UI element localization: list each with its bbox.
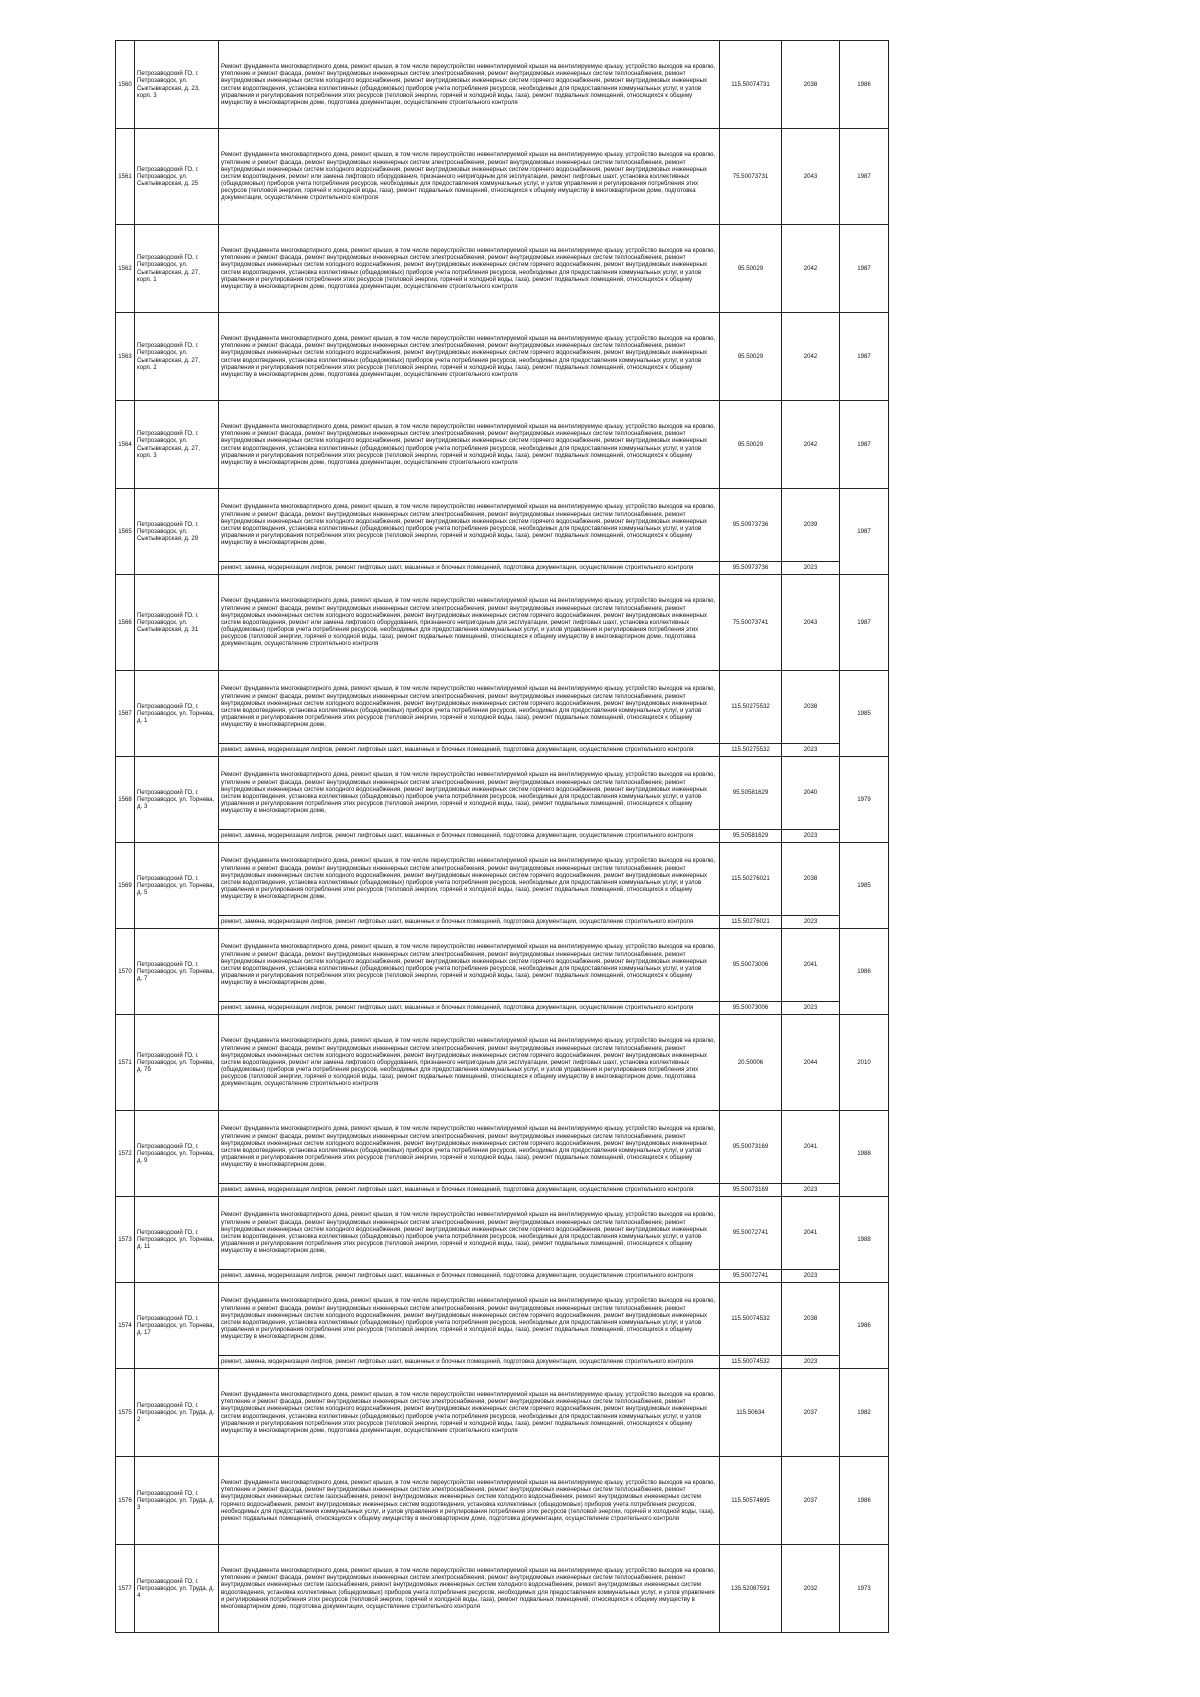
building-address: Петрозаводский ГО, г. Петрозаводск, ул. Торнева, д. 17	[135, 1283, 219, 1369]
building-address: Петрозаводский ГО, г. Петрозаводск, ул. Торнева, д. 11	[135, 1197, 219, 1283]
row-number: 1566	[116, 575, 135, 671]
work-description: Ремонт фундамента многоквартирного дома, ремонт крыши, в том числе переустройство невентилируемой крыши на вентилируемую крышу, устройство выходов на кровлю, утепление и ремонт фасада, ремонт внутридомовых инженерных систем электроснабжения, ремонт внутридомовых инженерных систем теплоснабжения, ремонт внутридомовых инженерных систем холодного водоснабжения, ремонт внутридомовых инженерных систем горячего водоснабжения, ремонт внутридомовых инженерных систем водоотведения, установка коллективных (общедомовых) приборов учета потребления ресурсов, необходимых для предоставления коммунальных услуг, и узлов управления и регулирования потребления этих ресурсов (тепловой энергии, горячей и холодной воды, газа), ремонт подвальных помещений, относящихся к общему имуществу в многоквартирном доме,	[219, 489, 720, 562]
work-description: Ремонт фундамента многоквартирного дома, ремонт крыши, в том числе переустройство невентилируемой крыши на вентилируемую крышу, устройство выходов на кровлю, утепление и ремонт фасада, ремонт внутридомовых инженерных систем электроснабжения, ремонт внутридомовых инженерных систем теплоснабжения, ремонт внутридомовых инженерных систем холодного водоснабжения, ремонт внутридомовых инженерных систем горячего водоснабжения, ремонт внутридомовых инженерных систем водоотведения, установка коллективных (общедомовых) приборов учета потребления ресурсов, необходимых для предоставления коммунальных услуг, и узлов управления и регулирования потребления этих ресурсов (тепловой энергии, горячей и холодной воды, газа), ремонт подвальных помещений, относящихся к общему имуществу в многоквартирном доме,	[219, 671, 720, 744]
planned-year: 2037	[782, 1457, 840, 1545]
planned-year: 2043	[782, 575, 840, 671]
work-description: Ремонт фундамента многоквартирного дома, ремонт крыши, в том числе переустройство невентилируемой крыши на вентилируемую крышу, устройство выходов на кровлю, утепление и ремонт фасада, ремонт внутридомовых инженерных систем электроснабжения, ремонт внутридомовых инженерных систем теплоснабжения, ремонт внутридомовых инженерных систем холодного водоснабжения, ремонт внутридомовых инженерных систем горячего водоснабжения, ремонт внутридомовых инженерных систем водоотведения, ремонт или замена лифтового оборудования, признанного непригодным для эксплуатации, ремонт лифтовых шахт, установка коллективных (общедомовых) приборов учета потребления ресурсов, необходимых для предоставления коммунальных услуг, и узлов управления и регулирования потребления этих ресурсов (тепловой энергии, горячей и холодной воды, газа), ремонт подвальных помещений, относящихся к общему имуществу в многоквартирном доме, подготовка документации, осуществление строительного контроля	[219, 129, 720, 225]
building-address: Петрозаводский ГО, г. Петрозаводск, ул. Сыктывкарская, д. 23, корп. 3	[135, 41, 219, 129]
table-row	[116, 575, 889, 671]
unit-cost: 95.50073006	[720, 929, 782, 1002]
building-address: Петрозаводский ГО, г. Петрозаводск, ул. Торнева, д. 3	[135, 757, 219, 843]
table-row	[116, 1015, 889, 1111]
row-number: 1574	[116, 1283, 135, 1369]
table-row	[116, 401, 889, 489]
work-description: ремонт, замена, модернизация лифтов, ремонт лифтовых шахт, машинных и блочных помещений, подготовка документации, осуществление строительного контроля	[219, 830, 720, 843]
building-address: Петрозаводский ГО, г. Петрозаводск, ул. Труда, д. 2	[135, 1369, 219, 1457]
unit-cost: 135.52087591	[720, 1545, 782, 1633]
planned-year: 2044	[782, 1015, 840, 1111]
planned-year: 2039	[782, 489, 840, 562]
work-description: ремонт, замена, модернизация лифтов, ремонт лифтовых шахт, машинных и блочных помещений, подготовка документации, осуществление строительного контроля	[219, 562, 720, 575]
table-row	[116, 129, 889, 225]
work-description: Ремонт фундамента многоквартирного дома, ремонт крыши, в том числе переустройство невентилируемой крыши на вентилируемую крышу, устройство выходов на кровлю, утепление и ремонт фасада, ремонт внутридомовых инженерных систем электроснабжения, ремонт внутридомовых инженерных систем теплоснабжения, ремонт внутридомовых инженерных систем холодного водоснабжения, ремонт внутридомовых инженерных систем горячего водоснабжения, ремонт внутридомовых инженерных систем водоотведения, установка коллективных (общедомовых) приборов учета потребления ресурсов, необходимых для предоставления коммунальных услуг, и узлов управления и регулирования потребления этих ресурсов (тепловой энергии, горячей и холодной воды, газа), ремонт подвальных помещений, относящихся к общему имуществу в многоквартирном доме,	[219, 843, 720, 916]
planned-year: 2023	[782, 1270, 840, 1283]
row-number: 1573	[116, 1197, 135, 1283]
unit-cost: 115.50276021	[720, 843, 782, 916]
building-address: Петрозаводский ГО, г. Петрозаводск, ул. Сыктывкарская, д. 25	[135, 129, 219, 225]
unit-cost: 20.50006	[720, 1015, 782, 1111]
planned-year: 2038	[782, 1283, 840, 1356]
unit-cost: 95.50029	[720, 401, 782, 489]
construction-year: 1985	[840, 843, 889, 929]
planned-year: 2042	[782, 313, 840, 401]
unit-cost: 95.50072741	[720, 1270, 782, 1283]
building-address: Петрозаводский ГО, г. Петрозаводск, ул. Сыктывкарская, д. 27, корп. 1	[135, 225, 219, 313]
row-number: 1568	[116, 757, 135, 843]
row-number: 1569	[116, 843, 135, 929]
unit-cost: 95.50029	[720, 225, 782, 313]
table-row	[116, 41, 889, 129]
work-description: Ремонт фундамента многоквартирного дома, ремонт крыши, в том числе переустройство невентилируемой крыши на вентилируемую крышу, устройство выходов на кровлю, утепление и ремонт фасада, ремонт внутридомовых инженерных систем электроснабжения, ремонт внутридомовых инженерных систем теплоснабжения, ремонт внутридомовых инженерных систем холодного водоснабжения, ремонт внутридомовых инженерных систем горячего водоснабжения, ремонт внутридомовых инженерных систем водоотведения, ремонт или замена лифтового оборудования, признанного непригодным для эксплуатации, ремонт лифтовых шахт, установка коллективных (общедомовых) приборов учета потребления ресурсов, необходимых для предоставления коммунальных услуг, и узлов управления и регулирования потребления этих ресурсов (тепловой энергии, горячей и холодной воды, газа), ремонт подвальных помещений, относящихся к общему имуществу в многоквартирном доме, подготовка документации, осуществление строительного контроля	[219, 575, 720, 671]
construction-year: 1988	[840, 1111, 889, 1197]
construction-year: 1982	[840, 1369, 889, 1457]
planned-year: 2023	[782, 562, 840, 575]
unit-cost: 95.50073169	[720, 1111, 782, 1184]
row-number: 1565	[116, 489, 135, 575]
table-row	[116, 929, 889, 1002]
table-body	[116, 41, 889, 1633]
row-number: 1576	[116, 1457, 135, 1545]
planned-year: 2023	[782, 1356, 840, 1369]
unit-cost: 75.50073731	[720, 129, 782, 225]
construction-year: 1986	[840, 929, 889, 1015]
planned-year: 2032	[782, 1545, 840, 1633]
planned-year: 2023	[782, 1184, 840, 1197]
unit-cost: 115.50074532	[720, 1283, 782, 1356]
row-number: 1563	[116, 313, 135, 401]
planned-year: 2041	[782, 929, 840, 1002]
row-number: 1567	[116, 671, 135, 757]
planned-year: 2023	[782, 744, 840, 757]
table-subrow	[116, 1002, 889, 1015]
table-row	[116, 1457, 889, 1545]
unit-cost: 95.50581629	[720, 830, 782, 843]
table-row	[116, 757, 889, 830]
unit-cost: 95.50973736	[720, 489, 782, 562]
work-description: Ремонт фундамента многоквартирного дома, ремонт крыши, в том числе переустройство невентилируемой крыши на вентилируемую крышу, устройство выходов на кровлю, утепление и ремонт фасада, ремонт внутридомовых инженерных систем электроснабжения, ремонт внутридомовых инженерных систем теплоснабжения, ремонт внутридомовых инженерных систем холодного водоснабжения, ремонт внутридомовых инженерных систем горячего водоснабжения, ремонт внутридомовых инженерных систем водоотведения, установка коллективных (общедомовых) приборов учета потребления ресурсов, необходимых для предоставления коммунальных услуг, и узлов управления и регулирования потребления этих ресурсов (тепловой энергии, горячей и холодной воды, газа), ремонт подвальных помещений, относящихся к общему имуществу в многоквартирном доме,	[219, 1283, 720, 1356]
building-address: Петрозаводский ГО, г. Петрозаводск, ул. Сыктывкарская, д. 27, корп. 2	[135, 313, 219, 401]
unit-cost: 115.50275532	[720, 671, 782, 744]
work-description: Ремонт фундамента многоквартирного дома, ремонт крыши, в том числе переустройство невентилируемой крыши на вентилируемую крышу, устройство выходов на кровлю, утепление и ремонт фасада, ремонт внутридомовых инженерных систем электроснабжения, ремонт внутридомовых инженерных систем теплоснабжения, ремонт внутридомовых инженерных систем холодного водоснабжения, ремонт внутридомовых инженерных систем горячего водоснабжения, ремонт внутридомовых инженерных систем водоотведения, установка коллективных (общедомовых) приборов учета потребления ресурсов, необходимых для предоставления коммунальных услуг, и узлов управления и регулирования потребления этих ресурсов (тепловой энергии, горячей и холодной воды, газа), ремонт подвальных помещений, относящихся к общему имуществу в многоквартирном доме, подготовка документации, осуществление строительного контроля	[219, 41, 720, 129]
table-row	[116, 1111, 889, 1184]
unit-cost: 115.50574695	[720, 1457, 782, 1545]
document-page	[115, 40, 888, 1633]
row-number: 1561	[116, 129, 135, 225]
planned-year: 2038	[782, 671, 840, 744]
work-description: Ремонт фундамента многоквартирного дома, ремонт крыши, в том числе переустройство невентилируемой крыши на вентилируемую крышу, устройство выходов на кровлю, утепление и ремонт фасада, ремонт внутридомовых инженерных систем электроснабжения, ремонт внутридомовых инженерных систем теплоснабжения, ремонт внутридомовых инженерных систем холодного водоснабжения, ремонт внутридомовых инженерных систем горячего водоснабжения, ремонт внутридомовых инженерных систем водоотведения, установка коллективных (общедомовых) приборов учета потребления ресурсов, необходимых для предоставления коммунальных услуг, и узлов управления и регулирования потребления этих ресурсов (тепловой энергии, горячей и холодной воды, газа), ремонт подвальных помещений, относящихся к общему имуществу в многоквартирном доме, подготовка документации, осуществление строительного контроля	[219, 225, 720, 313]
work-description: ремонт, замена, модернизация лифтов, ремонт лифтовых шахт, машинных и блочных помещений, подготовка документации, осуществление строительного контроля	[219, 744, 720, 757]
planned-year: 2042	[782, 225, 840, 313]
table-subrow	[116, 916, 889, 929]
construction-year: 1987	[840, 313, 889, 401]
construction-year: 1986	[840, 1457, 889, 1545]
row-number: 1564	[116, 401, 135, 489]
construction-year: 1987	[840, 489, 889, 575]
table-row	[116, 1197, 889, 1270]
work-description: ремонт, замена, модернизация лифтов, ремонт лифтовых шахт, машинных и блочных помещений, подготовка документации, осуществление строительного контроля	[219, 1270, 720, 1283]
unit-cost: 115.50276021	[720, 916, 782, 929]
row-number: 1560	[116, 41, 135, 129]
work-description: ремонт, замена, модернизация лифтов, ремонт лифтовых шахт, машинных и блочных помещений, подготовка документации, осуществление строительного контроля	[219, 916, 720, 929]
construction-year: 1985	[840, 671, 889, 757]
work-description: Ремонт фундамента многоквартирного дома, ремонт крыши, в том числе переустройство невентилируемой крыши на вентилируемую крышу, устройство выходов на кровлю, утепление и ремонт фасада, ремонт внутридомовых инженерных систем электроснабжения, ремонт внутридомовых инженерных систем теплоснабжения, ремонт внутридомовых инженерных систем холодного водоснабжения, ремонт внутридомовых инженерных систем горячего водоснабжения, ремонт внутридомовых инженерных систем водоотведения, установка коллективных (общедомовых) приборов учета потребления ресурсов, необходимых для предоставления коммунальных услуг, и узлов управления и регулирования потребления этих ресурсов (тепловой энергии, горячей и холодной воды, газа), ремонт подвальных помещений, относящихся к общему имуществу в многоквартирном доме, подготовка документации, осуществление строительного контроля	[219, 401, 720, 489]
building-address: Петрозаводский ГО, г. Петрозаводск, ул. Сыктывкарская, д. 27, корп. 3	[135, 401, 219, 489]
building-address: Петрозаводский ГО, г. Петрозаводск, ул. Сыктывкарская, д. 29	[135, 489, 219, 575]
unit-cost: 95.50581629	[720, 757, 782, 830]
table-subrow	[116, 1356, 889, 1369]
construction-year: 1987	[840, 575, 889, 671]
unit-cost: 95.50973736	[720, 562, 782, 575]
table-subrow	[116, 830, 889, 843]
unit-cost: 115.50074532	[720, 1356, 782, 1369]
table-subrow	[116, 1184, 889, 1197]
row-number: 1570	[116, 929, 135, 1015]
work-description: Ремонт фундамента многоквартирного дома, ремонт крыши, в том числе переустройство невентилируемой крыши на вентилируемую крышу, устройство выходов на кровлю, утепление и ремонт фасада, ремонт внутридомовых инженерных систем электроснабжения, ремонт внутридомовых инженерных систем теплоснабжения, ремонт внутридомовых инженерных систем холодного водоснабжения, ремонт внутридомовых инженерных систем горячего водоснабжения, ремонт внутридомовых инженерных систем водоотведения, установка коллективных (общедомовых) приборов учета потребления ресурсов, необходимых для предоставления коммунальных услуг, и узлов управления и регулирования потребления этих ресурсов (тепловой энергии, горячей и холодной воды, газа), ремонт подвальных помещений, относящихся к общему имуществу в многоквартирном доме,	[219, 929, 720, 1002]
table-subrow	[116, 744, 889, 757]
table-row	[116, 1283, 889, 1356]
table-row	[116, 313, 889, 401]
work-description: Ремонт фундамента многоквартирного дома, ремонт крыши, в том числе переустройство невентилируемой крыши на вентилируемую крышу, устройство выходов на кровлю, утепление и ремонт фасада, ремонт внутридомовых инженерных систем электроснабжения, ремонт внутридомовых инженерных систем теплоснабжения, ремонт внутридомовых инженерных систем газоснабжения, ремонт внутридомовых инженерных систем холодного водоснабжения, ремонт внутридомовых инженерных систем горячего водоснабжения, ремонт внутридомовых инженерных систем водоотведения, установка коллективных (общедомовых) приборов учета потребления ресурсов, необходимых для предоставления коммунальных услуг, и узлов управления и регулирования потребления этих ресурсов (тепловой энергии, горячей и холодной воды, газа), ремонт подвальных помещений, относящихся к общему имуществу в многоквартирном доме, подготовка документации, осуществление строительного контроля	[219, 1457, 720, 1545]
planned-year: 2040	[782, 757, 840, 830]
building-address: Петрозаводский ГО, г. Петрозаводск, ул. Труда, д. 3	[135, 1457, 219, 1545]
unit-cost: 95.50073006	[720, 1002, 782, 1015]
row-number: 1577	[116, 1545, 135, 1633]
row-number: 1562	[116, 225, 135, 313]
construction-year: 1987	[840, 401, 889, 489]
planned-year: 2042	[782, 401, 840, 489]
construction-year: 2010	[840, 1015, 889, 1111]
building-address: Петрозаводский ГО, г. Петрозаводск, ул. Труда, д. 4	[135, 1545, 219, 1633]
unit-cost: 95.50072741	[720, 1197, 782, 1270]
construction-year: 1979	[840, 757, 889, 843]
table-row	[116, 225, 889, 313]
unit-cost: 115.50074731	[720, 41, 782, 129]
work-description: Ремонт фундамента многоквартирного дома, ремонт крыши, в том числе переустройство невентилируемой крыши на вентилируемую крышу, устройство выходов на кровлю, утепление и ремонт фасада, ремонт внутридомовых инженерных систем электроснабжения, ремонт внутридомовых инженерных систем теплоснабжения, ремонт внутридомовых инженерных систем холодного водоснабжения, ремонт внутридомовых инженерных систем горячего водоснабжения, ремонт внутридомовых инженерных систем водоотведения, ремонт или замена лифтового оборудования, признанного непригодным для эксплуатации, ремонт лифтовых шахт, установка коллективных (общедомовых) приборов учета потребления ресурсов, необходимых для предоставления коммунальных услуг, и узлов управления и регулирования потребления этих ресурсов (тепловой энергии, горячей и холодной воды, газа), ремонт подвальных помещений, относящихся к общему имуществу в многоквартирном доме, подготовка документации, осуществление строительного контроля	[219, 1015, 720, 1111]
planned-year: 2038	[782, 41, 840, 129]
building-address: Петрозаводский ГО, г. Петрозаводск, ул. Сыктывкарская, д. 31	[135, 575, 219, 671]
construction-year: 1973	[840, 1545, 889, 1633]
table-row	[116, 671, 889, 744]
table-row	[116, 843, 889, 916]
unit-cost: 95.50073169	[720, 1184, 782, 1197]
work-description: Ремонт фундамента многоквартирного дома, ремонт крыши, в том числе переустройство невентилируемой крыши на вентилируемую крышу, устройство выходов на кровлю, утепление и ремонт фасада, ремонт внутридомовых инженерных систем электроснабжения, ремонт внутридомовых инженерных систем теплоснабжения, ремонт внутридомовых инженерных систем холодного водоснабжения, ремонт внутридомовых инженерных систем горячего водоснабжения, ремонт внутридомовых инженерных систем водоотведения, установка коллективных (общедомовых) приборов учета потребления ресурсов, необходимых для предоставления коммунальных услуг, и узлов управления и регулирования потребления этих ресурсов (тепловой энергии, горячей и холодной воды, газа), ремонт подвальных помещений, относящихся к общему имуществу в многоквартирном доме,	[219, 1197, 720, 1270]
planned-year: 2041	[782, 1197, 840, 1270]
construction-year: 1986	[840, 1283, 889, 1369]
row-number: 1571	[116, 1015, 135, 1111]
work-description: Ремонт фундамента многоквартирного дома, ремонт крыши, в том числе переустройство невентилируемой крыши на вентилируемую крышу, устройство выходов на кровлю, утепление и ремонт фасада, ремонт внутридомовых инженерных систем электроснабжения, ремонт внутридомовых инженерных систем теплоснабжения, ремонт внутридомовых инженерных систем холодного водоснабжения, ремонт внутридомовых инженерных систем горячего водоснабжения, ремонт внутридомовых инженерных систем водоотведения, установка коллективных (общедомовых) приборов учета потребления ресурсов, необходимых для предоставления коммунальных услуг, и узлов управления и регулирования потребления этих ресурсов (тепловой энергии, горячей и холодной воды, газа), ремонт подвальных помещений, относящихся к общему имуществу в многоквартирном доме, подготовка документации, осуществление строительного контроля	[219, 313, 720, 401]
building-address: Петрозаводский ГО, г. Петрозаводск, ул. Торнева, д. 9	[135, 1111, 219, 1197]
planned-year: 2041	[782, 1111, 840, 1184]
work-description: ремонт, замена, модернизация лифтов, ремонт лифтовых шахт, машинных и блочных помещений, подготовка документации, осуществление строительного контроля	[219, 1184, 720, 1197]
work-description: ремонт, замена, модернизация лифтов, ремонт лифтовых шахт, машинных и блочных помещений, подготовка документации, осуществление строительного контроля	[219, 1002, 720, 1015]
table-subrow	[116, 1270, 889, 1283]
table-subrow	[116, 562, 889, 575]
row-number: 1575	[116, 1369, 135, 1457]
building-address: Петрозаводский ГО, г. Петрозаводск, ул. Торнева, д. 5	[135, 843, 219, 929]
building-address: Петрозаводский ГО, г. Петрозаводск, ул. Торнева, д. 1	[135, 671, 219, 757]
planned-year: 2023	[782, 916, 840, 929]
planned-year: 2023	[782, 1002, 840, 1015]
unit-cost: 115.50634	[720, 1369, 782, 1457]
unit-cost: 95.50029	[720, 313, 782, 401]
work-description: ремонт, замена, модернизация лифтов, ремонт лифтовых шахт, машинных и блочных помещений, подготовка документации, осуществление строительного контроля	[219, 1356, 720, 1369]
unit-cost: 75.50073741	[720, 575, 782, 671]
table-row	[116, 489, 889, 562]
row-number: 1572	[116, 1111, 135, 1197]
planned-year: 2038	[782, 843, 840, 916]
work-description: Ремонт фундамента многоквартирного дома, ремонт крыши, в том числе переустройство невентилируемой крыши на вентилируемую крышу, устройство выходов на кровлю, утепление и ремонт фасада, ремонт внутридомовых инженерных систем электроснабжения, ремонт внутридомовых инженерных систем теплоснабжения, ремонт внутридомовых инженерных систем газоснабжения, ремонт внутридомовых инженерных систем холодного водоснабжения, ремонт внутридомовых инженерных систем водоотведения, установка коллективных (общедомовых) приборов учета потребления ресурсов, необходимых для предоставления коммунальных услуг, и узлов управления и регулирования потребления этих ресурсов (тепловой энергии, горячей и холодной воды, газа), ремонт подвальных помещений, относящихся к общему имуществу в многоквартирном доме, подготовка документации, осуществление строительного контроля	[219, 1545, 720, 1633]
construction-year: 1987	[840, 225, 889, 313]
construction-year: 1987	[840, 129, 889, 225]
unit-cost: 115.50275532	[720, 744, 782, 757]
construction-year: 1986	[840, 41, 889, 129]
planned-year: 2043	[782, 129, 840, 225]
table-row	[116, 1369, 889, 1457]
work-description: Ремонт фундамента многоквартирного дома, ремонт крыши, в том числе переустройство невентилируемой крыши на вентилируемую крышу, устройство выходов на кровлю, утепление и ремонт фасада, ремонт внутридомовых инженерных систем электроснабжения, ремонт внутридомовых инженерных систем теплоснабжения, ремонт внутридомовых инженерных систем холодного водоснабжения, ремонт внутридомовых инженерных систем горячего водоснабжения, ремонт внутридомовых инженерных систем водоотведения, установка коллективных (общедомовых) приборов учета потребления ресурсов, необходимых для предоставления коммунальных услуг, и узлов управления и регулирования потребления этих ресурсов (тепловой энергии, горячей и холодной воды, газа), ремонт подвальных помещений, относящихся к общему имуществу в многоквартирном доме,	[219, 757, 720, 830]
construction-year: 1988	[840, 1197, 889, 1283]
table-row	[116, 1545, 889, 1633]
planned-year: 2023	[782, 830, 840, 843]
work-description: Ремонт фундамента многоквартирного дома, ремонт крыши, в том числе переустройство невентилируемой крыши на вентилируемую крышу, устройство выходов на кровлю, утепление и ремонт фасада, ремонт внутридомовых инженерных систем электроснабжения, ремонт внутридомовых инженерных систем теплоснабжения, ремонт внутридомовых инженерных систем холодного водоснабжения, ремонт внутридомовых инженерных систем горячего водоснабжения, ремонт внутридомовых инженерных систем водоотведения, установка коллективных (общедомовых) приборов учета потребления ресурсов, необходимых для предоставления коммунальных услуг, и узлов управления и регулирования потребления этих ресурсов (тепловой энергии, горячей и холодной воды, газа), ремонт подвальных помещений, относящихся к общему имуществу в многоквартирном доме, подготовка документации, осуществление строительного контроля	[219, 1369, 720, 1457]
building-address: Петрозаводский ГО, г. Петрозаводск, ул. Торнева, д. 7б	[135, 1015, 219, 1111]
building-address: Петрозаводский ГО, г. Петрозаводск, ул. Торнева, д. 7	[135, 929, 219, 1015]
capital-repair-table	[115, 40, 889, 1633]
planned-year: 2037	[782, 1369, 840, 1457]
work-description: Ремонт фундамента многоквартирного дома, ремонт крыши, в том числе переустройство невентилируемой крыши на вентилируемую крышу, устройство выходов на кровлю, утепление и ремонт фасада, ремонт внутридомовых инженерных систем электроснабжения, ремонт внутридомовых инженерных систем теплоснабжения, ремонт внутридомовых инженерных систем холодного водоснабжения, ремонт внутридомовых инженерных систем горячего водоснабжения, ремонт внутридомовых инженерных систем водоотведения, установка коллективных (общедомовых) приборов учета потребления ресурсов, необходимых для предоставления коммунальных услуг, и узлов управления и регулирования потребления этих ресурсов (тепловой энергии, горячей и холодной воды, газа), ремонт подвальных помещений, относящихся к общему имуществу в многоквартирном доме,	[219, 1111, 720, 1184]
